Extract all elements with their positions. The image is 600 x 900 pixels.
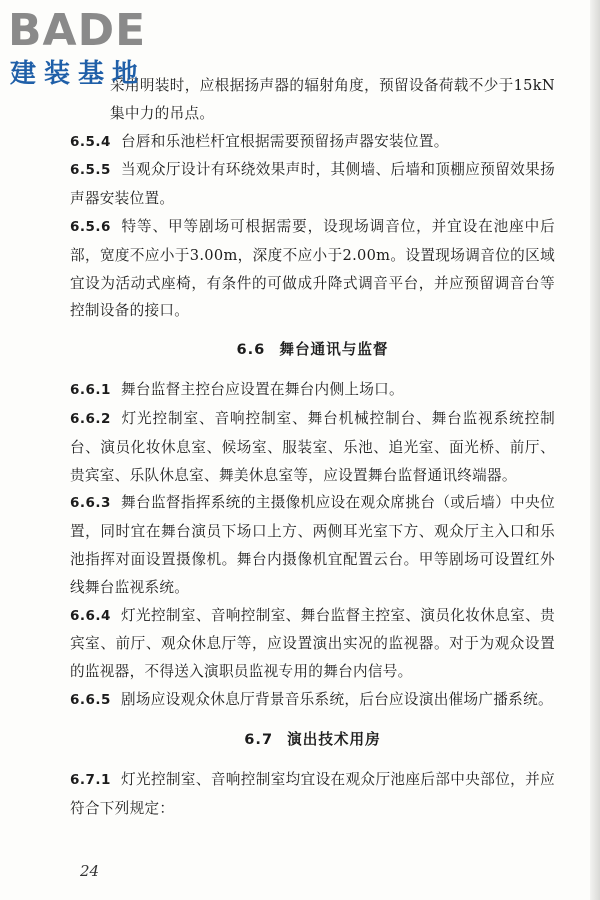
- clause-text: 当观众厅设计有环绕效果声时，其侧墙、后墙和顶棚应预留效果扬声器安装位置。: [70, 161, 555, 208]
- clause-6-6-2: [70, 405, 555, 489]
- paragraph-text: 采用明装时，应根据扬声器的辐射角度，预留设备荷载不少于15kN集中力的吊点。: [110, 77, 555, 122]
- clause-6-6-4: [70, 602, 555, 686]
- page-edge-shadow: [590, 0, 600, 900]
- clause-6-5-5: [70, 156, 555, 213]
- logo-subtitle: 建装基地: [10, 59, 147, 89]
- section-number: 6.6: [236, 341, 266, 359]
- clause-6-6-5: [70, 686, 555, 715]
- section-title: 演出技术用房: [287, 730, 381, 748]
- clause-text: 舞台监督主控台应设置在舞台内侧上场口。: [120, 381, 404, 399]
- clause-number: 6.6.3: [70, 495, 111, 512]
- clause-6-6-1: [70, 376, 555, 405]
- clause-number: 6.5.5: [70, 162, 111, 179]
- page-number: 24: [80, 862, 100, 880]
- clause-number: 6.6.1: [70, 382, 111, 399]
- section-heading-6-6: [70, 336, 555, 364]
- section-title: 舞台通讯与监督: [279, 341, 389, 359]
- clause-text: 舞台监督指挥系统的主摄像机应设在观众席挑台（或后墙）中央位置，同时宜在舞台演员下场口上方、两侧耳光室下方、观众厅主入口和乐池指挥对面设置摄像机。舞台内摄像机宜配置云台。甲等剧场可设置红外线舞台监视系统。: [70, 494, 555, 596]
- clause-number: 6.5.6: [70, 218, 111, 235]
- clause-number: 6.7.1: [70, 771, 111, 788]
- page-content: [70, 72, 555, 822]
- clause-text: 剧场应设观众休息厅背景音乐系统，后台应设演出催场广播系统。: [120, 690, 553, 708]
- clause-6-6-3: [70, 489, 555, 601]
- clause-text: 灯光控制室、音响控制室、舞台机械控制台、舞台监视系统控制台、演员化妆休息室、候场室、服装室、乐池、追光室、面光桥、前厅、贵宾室、乐队休息室、舞美休息室等，应设置舞台监督通讯终端器。: [70, 409, 555, 484]
- watermark-logo: [8, 6, 180, 92]
- clause-6-5-6: [70, 213, 555, 325]
- clause-text: 灯光控制室、音响控制室均宜设在观众厅池座后部中央部位，并应符合下列规定：: [70, 770, 555, 817]
- clause-text: 灯光控制室、音响控制室、舞台监督主控室、演员化妆休息室、贵宾室、前厅、观众休息厅等，应设置演出实况的监视器。对于为观众设置的监视器，不得送入演职员监视专用的舞台内信号。: [70, 606, 555, 681]
- clause-6-5-4: [70, 128, 555, 157]
- clause-text: 台唇和乐池栏杆宜根据需要预留扬声器安装位置。: [120, 132, 449, 150]
- logo-brand: BADE: [8, 5, 147, 56]
- section-number: 6.7: [244, 730, 274, 748]
- clause-number: 6.6.2: [70, 410, 111, 427]
- clause-text: 特等、甲等剧场可根据需要，设现场调音位，并宜设在池座中后部，宽度不应小于3.00m，深度不应小于2.00m。设置现场调音位的区域宜设为活动式座椅，有条件的可做成升降式调音平台，并应预留调音台等控制设备的接口。: [70, 217, 555, 320]
- clause-number: 6.6.5: [70, 691, 111, 708]
- clause-6-7-1: [70, 766, 555, 823]
- clause-number: 6.5.4: [70, 133, 111, 150]
- section-heading-6-7: [70, 726, 555, 754]
- clause-number: 6.6.4: [70, 607, 111, 624]
